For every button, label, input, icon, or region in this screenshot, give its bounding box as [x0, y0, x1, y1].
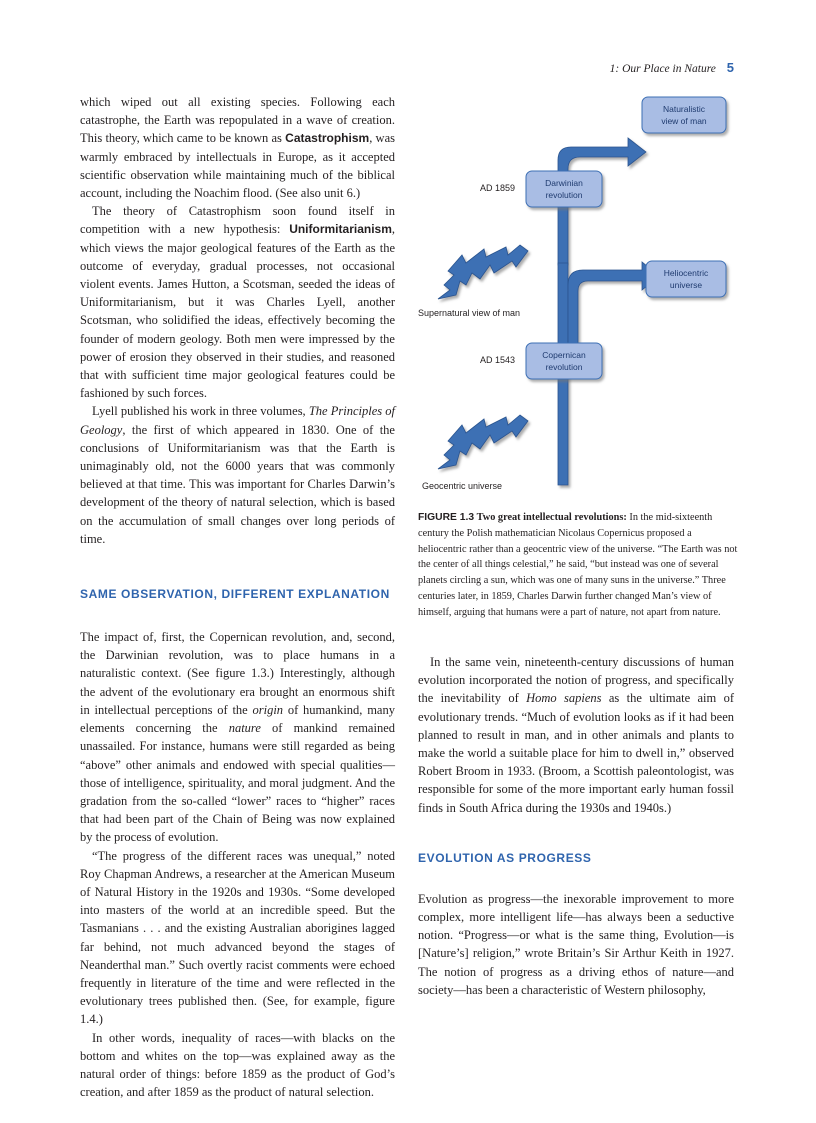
paragraph: “The progress of the different races was unequal,” noted Roy Chapman Andrews, a researcher at the American Museum of Natural History in the 1920s and 1930s. “Some developed into masters of the world at an incredible speed. But the Tasmanians . . . and the existing Australian aborigines lagged far behind, not much advanced beyond the stages of Neanderthal man.” Such overtly racist comments were echoed frequently in literature of the time and were reflected in the evolutionary trees published then. (See, for example, figure 1.4.)	[80, 848, 395, 1027]
label-copernican-2: revolution	[545, 362, 583, 372]
species-name: Homo sapiens	[526, 691, 602, 706]
section-heading: EVOLUTION AS PROGRESS	[418, 850, 592, 865]
box-copernican	[526, 343, 602, 379]
paragraph: The impact of, first, the Copernican revolution, and, second, the Darwinian revolution, was to place humans in a naturalistic context. (See figure 1.3.) Interestingly, although the advent of the evolutionary era brought an enormous shift in intellectual perceptions of the origin of humankind, many elements concerning the nature of mankind remained unassailed. For instance, humans were still regarded as being “above” other animals and endowed with special qualities—those of intelligence, spirituality, and moral judgment. And the gradation from the so-called “lower” races to “higher” races that had been part of the Chain of Being was now explained by the process of evolution.	[80, 630, 395, 845]
box-heliocentric	[646, 261, 726, 297]
branch-arrow	[568, 262, 659, 355]
jagged-arrow-supernatural	[438, 245, 528, 299]
label-darwinian-1: Darwinian	[545, 178, 583, 188]
book-title: The Principles of Geology	[80, 404, 396, 437]
jagged-arrow-geocentric	[438, 415, 528, 469]
figure-diagram	[410, 85, 740, 500]
left-column	[80, 93, 395, 1101]
term-catastrophism: Catastrophism	[285, 131, 370, 146]
label-naturalistic-2: view of man	[661, 116, 707, 126]
box-naturalistic	[642, 97, 726, 133]
section-heading: SAME OBSERVATION, DIFFERENT EXPLANATION	[80, 587, 390, 602]
paragraph: Lyell published his work in three volumes, The Principles of Geology, the first of which appeared in 1830. One of the conclusions of Uniformitarianism was that the Earth is unimaginably old, not the 6000 years that was commonly believed at that time. This was important for Charles Darwin’s development of the theory of natural selection, which is based on the accumulation of small changes over long periods of time.	[80, 404, 396, 546]
paragraph: The theory of Catastrophism soon found itself in competition with a new hypothesis: Uniformitarianism, which views the major geological features of the Earth as the outcome of everyday, gradual processes, not occasional violent events. James Hutton, a Scotsman, seeded the ideas of Uniformitarianism, but it was Charles Lyell, another Scotsman, who solidified the ideas, effectively becoming the founder of modern geology. Both men were impressed by the power of erosion they observed in their studies, and reasoned that with sufficient time major geological features could be fashioned by such forces.	[80, 204, 395, 401]
label-supernatural-view: Supernatural view of man	[418, 308, 521, 318]
page-number: 5	[726, 60, 734, 75]
caption-label: FIGURE 1.3	[418, 512, 475, 523]
caption-text: In the mid-sixteenth century the Polish mathematician Nicolaus Copernicus proposed a heliocentric rather than a geocentric view of the universe. “The Earth was not the center of all things celestial,” he said, “but instead was one of several planets circling a sun, which was one of many suns in the universe.” Three centuries later, in 1859, Charles Darwin further changed Man’s view of himself, arguing that humans were a part of nature, not apart from nature.	[418, 512, 738, 618]
label-heliocentric-1: Heliocentric	[663, 268, 709, 278]
paragraph: which wiped out all existing species. Following each catastrophe, the Earth was repopulated in a wave of creation. This theory, which came to be known as Catastrophism, was warmly embraced by intellectuals in Europe, as it accepted scientific observation while maintaining much of the biblical account, including the Noachim flood. (See also unit 6.)	[80, 95, 395, 201]
chapter-title: 1: Our Place in Nature	[609, 63, 716, 75]
running-head	[610, 60, 734, 75]
label-copernican-1: Copernican	[542, 350, 586, 360]
paragraph: Evolution as progress—the inexorable improvement to more complex, more intelligent life—has always been a seductive notion. “Progress—or what is the same thing, Evolution—is [Nature’s] religion,” wrote Britain’s Sir Arthur Keith in 1927. The notion of progress as a driving ethos of nature—and society—has been a characteristic of Western philosophy,	[418, 891, 734, 997]
figure-caption	[418, 510, 738, 621]
caption-title: Two great intellectual revolutions:	[476, 512, 627, 523]
label-ad-1543: AD 1543	[479, 355, 515, 365]
box-darwinian	[526, 171, 602, 207]
label-naturalistic-1: Naturalistic	[662, 104, 706, 114]
paragraph: In other words, inequality of races—with blacks on the bottom and whites on the top—was explained away as the natural order of things: before 1859 as the product of God’s creation, and after 1859 as the product of natural selection.	[80, 1030, 395, 1100]
label-ad-1859: AD 1859	[479, 183, 515, 193]
label-geocentric-universe: Geocentric universe	[422, 481, 503, 491]
label-heliocentric-2: universe	[669, 280, 703, 290]
paragraph: In the same vein, nineteenth-century discussions of human evolution incorporated the notion of progress, and specifically the inevitability of Homo sapiens as the ultimate aim of evolutionary trends. “Much of evolution looks as if it had been planned to result in man, and in other animals and plants to make the world a suitable place for him to dwell in,” observed Robert Broom in 1933. (Broom, a Scottish paleontologist, was responsible for some of the more important early human fossil finds in South Africa during the 1930s and 1940s.)	[418, 655, 735, 815]
term-uniformitarianism: Uniformitarianism	[289, 222, 392, 237]
label-darwinian-2: revolution	[545, 190, 583, 200]
right-column	[418, 653, 734, 999]
